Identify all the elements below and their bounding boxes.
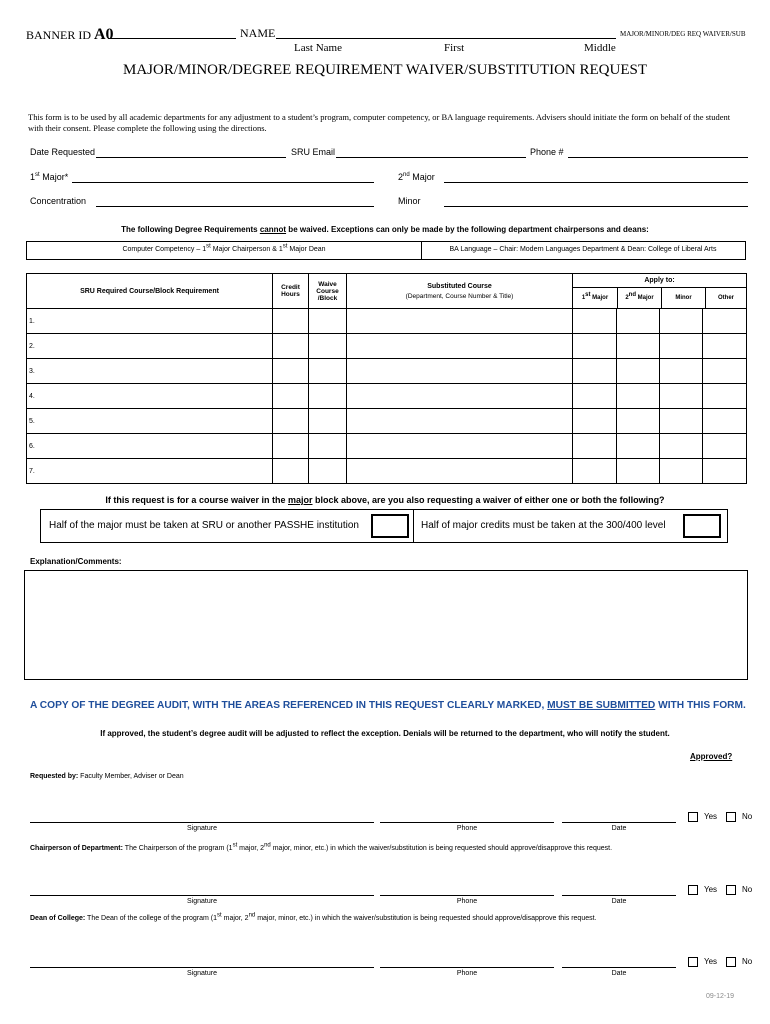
name-label: NAME bbox=[240, 26, 276, 40]
table-row bbox=[27, 409, 747, 434]
yes-checkbox[interactable] bbox=[688, 812, 698, 822]
other-cell[interactable] bbox=[703, 409, 747, 434]
course-cell[interactable] bbox=[27, 459, 273, 484]
minor-cell[interactable] bbox=[660, 334, 703, 359]
no-label: No bbox=[742, 885, 753, 895]
page-title: MAJOR/MINOR/DEGREE REQUIREMENT WAIVER/SUBSTITUTION REQUEST bbox=[122, 62, 648, 78]
substituted-cell[interactable] bbox=[347, 409, 573, 434]
other-cell[interactable] bbox=[703, 384, 747, 409]
major-block-question: If this request is for a course waiver in the major block above, are you also requesting a waiver of either one or both the following? bbox=[105, 495, 665, 505]
no-option[interactable] bbox=[726, 885, 752, 895]
header-apply: Apply to: 1st Major 2nd Major Minor Other bbox=[573, 274, 747, 309]
other-cell[interactable] bbox=[703, 434, 747, 459]
phone-line[interactable] bbox=[380, 967, 554, 968]
course-cell[interactable] bbox=[27, 409, 273, 434]
second-major-cell[interactable] bbox=[617, 334, 660, 359]
course-cell[interactable] bbox=[27, 384, 273, 409]
first-major-cell[interactable] bbox=[573, 459, 617, 484]
yes-label: Yes bbox=[704, 812, 718, 822]
date-line[interactable] bbox=[562, 967, 676, 968]
approved-question: Approved? bbox=[690, 752, 733, 761]
signature-caption: Signature bbox=[187, 898, 217, 905]
date-caption: Date bbox=[611, 970, 627, 977]
first-major-cell[interactable] bbox=[573, 334, 617, 359]
signature-row-dean bbox=[0, 957, 770, 983]
degree-audit-notice: A COPY OF THE DEGREE AUDIT, WITH THE AREAS REFERENCED IN THIS REQUEST CLEARLY MARKED, MUST BE SUBMITTED WITH THIS FORM. bbox=[30, 700, 746, 711]
table-row bbox=[27, 459, 747, 484]
credit-cell[interactable] bbox=[273, 309, 309, 334]
no-checkbox[interactable] bbox=[726, 812, 736, 822]
waive-cell[interactable] bbox=[309, 359, 347, 384]
no-label: No bbox=[742, 957, 753, 967]
credit-cell[interactable] bbox=[273, 434, 309, 459]
row-number: 7. bbox=[29, 467, 35, 475]
last-name-caption: Last Name bbox=[294, 42, 342, 54]
substituted-cell[interactable] bbox=[347, 434, 573, 459]
other-cell[interactable] bbox=[703, 334, 747, 359]
other-cell[interactable] bbox=[703, 459, 747, 484]
other-cell[interactable] bbox=[703, 359, 747, 384]
date-caption: Date bbox=[611, 825, 627, 832]
waive-cell[interactable] bbox=[309, 434, 347, 459]
header-substituted: Substituted Course (Department, Course Number & Title) bbox=[347, 274, 573, 309]
no-option[interactable] bbox=[726, 812, 752, 822]
table-row bbox=[27, 434, 747, 459]
row-number: 5. bbox=[29, 417, 35, 425]
substituted-cell[interactable] bbox=[347, 334, 573, 359]
second-major-cell[interactable] bbox=[617, 459, 660, 484]
row-number: 6. bbox=[29, 442, 35, 450]
phone-line[interactable] bbox=[380, 822, 554, 823]
second-major-cell[interactable] bbox=[617, 309, 660, 334]
minor-cell[interactable] bbox=[660, 434, 703, 459]
header-waive: Waive Course /Block bbox=[309, 274, 347, 309]
yes-option[interactable] bbox=[688, 812, 717, 822]
course-cell[interactable] bbox=[27, 434, 273, 459]
phone-label: Phone # bbox=[530, 147, 564, 157]
credit-cell[interactable] bbox=[273, 359, 309, 384]
form-code: MAJOR/MINOR/DEG REQ WAIVER/SUB bbox=[620, 30, 746, 38]
major-block-options bbox=[40, 509, 728, 543]
signature-caption: Signature bbox=[187, 970, 217, 977]
sru-email-field[interactable] bbox=[336, 157, 526, 158]
waive-cell[interactable] bbox=[309, 459, 347, 484]
explanation-textarea[interactable] bbox=[24, 570, 748, 680]
yes-label: Yes bbox=[704, 885, 718, 895]
chairperson-label: Chairperson of Department: The Chairperson of the program (1st major, 2nd major, minor, etc.) in which the waiver/substitution is being requested should approve/disapprove this request. bbox=[30, 842, 613, 852]
computer-competency-text: Computer Competency – 1st Major Chairperson & 1st Major Dean bbox=[122, 243, 326, 253]
phone-field[interactable] bbox=[568, 157, 748, 158]
second-major-cell[interactable] bbox=[617, 359, 660, 384]
course-cell[interactable] bbox=[27, 359, 273, 384]
yes-option[interactable] bbox=[688, 957, 717, 967]
no-option[interactable] bbox=[726, 957, 752, 967]
minor-cell[interactable] bbox=[660, 359, 703, 384]
credit-cell[interactable] bbox=[273, 384, 309, 409]
half-sru-label: Half of the major must be taken at SRU or another PASSHE institution bbox=[49, 520, 359, 531]
date-requested-label: Date Requested bbox=[30, 147, 96, 157]
phone-caption: Phone bbox=[456, 898, 478, 905]
ba-language-text: BA Language – Chair: Modern Languages Department & Dean: College of Liberal Arts bbox=[449, 246, 717, 253]
footer-code: 09-12-19 bbox=[706, 993, 735, 1000]
minor-cell[interactable] bbox=[660, 384, 703, 409]
apply-second-major: 2nd Major bbox=[618, 288, 662, 308]
first-major-cell[interactable] bbox=[573, 309, 617, 334]
minor-label: Minor bbox=[398, 196, 421, 206]
header-credit: Credit Hours bbox=[273, 274, 309, 309]
table-row bbox=[27, 309, 747, 334]
intro-text: This form is to be used by all academic departments for any adjustment to a student’s program, computer competency, or BA language requirements. Advisers should initiate the form on behalf of the student with their consent. Please complete the following using the directions. bbox=[28, 112, 731, 133]
date-caption: Date bbox=[611, 898, 627, 905]
row-number: 3. bbox=[29, 367, 35, 375]
waive-cell[interactable] bbox=[309, 334, 347, 359]
signature-line[interactable] bbox=[30, 895, 374, 896]
first-major-field[interactable] bbox=[72, 182, 374, 183]
half-sru-checkbox[interactable] bbox=[371, 514, 409, 538]
table-row bbox=[27, 384, 747, 409]
first-major-cell[interactable] bbox=[573, 359, 617, 384]
date-line[interactable] bbox=[562, 822, 676, 823]
exceptions-intro: The following Degree Requirements cannot be waived. Exceptions can only be made by the following department chairpersons and deans: bbox=[121, 225, 649, 234]
waive-cell[interactable] bbox=[309, 409, 347, 434]
yes-checkbox[interactable] bbox=[688, 885, 698, 895]
concentration-field[interactable] bbox=[96, 206, 374, 207]
no-label: No bbox=[742, 812, 753, 822]
waive-cell[interactable] bbox=[309, 384, 347, 409]
credit-cell[interactable] bbox=[273, 334, 309, 359]
dean-label: Dean of College: The Dean of the college of the program (1st major, 2nd major, minor, etc.) in which the waiver/substitution is being requested should approve/disapprove this request. bbox=[30, 912, 597, 922]
date-line[interactable] bbox=[562, 895, 676, 896]
header-course: SRU Required Course/Block Requirement bbox=[27, 274, 273, 309]
substituted-cell[interactable] bbox=[347, 384, 573, 409]
second-major-field[interactable] bbox=[444, 182, 748, 183]
row-number: 1. bbox=[29, 317, 35, 325]
minor-field[interactable] bbox=[444, 206, 748, 207]
second-major-cell[interactable] bbox=[617, 409, 660, 434]
banner-id-label: BANNER ID A0 bbox=[26, 26, 114, 43]
minor-cell[interactable] bbox=[660, 409, 703, 434]
minor-cell[interactable] bbox=[660, 459, 703, 484]
requirements-table bbox=[26, 273, 747, 484]
phone-line[interactable] bbox=[380, 895, 554, 896]
other-cell[interactable] bbox=[703, 309, 747, 334]
waive-cell[interactable] bbox=[309, 309, 347, 334]
second-major-cell[interactable] bbox=[617, 434, 660, 459]
apply-other: Other bbox=[718, 295, 735, 301]
table-row bbox=[27, 359, 747, 384]
no-checkbox[interactable] bbox=[726, 885, 736, 895]
apply-first-major: 1st Major bbox=[573, 288, 618, 308]
no-checkbox[interactable] bbox=[726, 957, 736, 967]
sru-email-label: SRU Email bbox=[291, 147, 336, 157]
apply-minor: Minor bbox=[662, 288, 706, 308]
yes-label: Yes bbox=[704, 957, 718, 967]
signature-caption: Signature bbox=[187, 825, 217, 832]
substituted-cell[interactable] bbox=[347, 309, 573, 334]
credit-cell[interactable] bbox=[273, 409, 309, 434]
substituted-cell[interactable] bbox=[347, 359, 573, 384]
phone-caption: Phone bbox=[456, 970, 478, 977]
exceptions-box bbox=[26, 241, 746, 260]
half-level-label: Half of major credits must be taken at the 300/400 level bbox=[421, 520, 666, 531]
middle-name-caption: Middle bbox=[584, 42, 616, 54]
name-field[interactable] bbox=[276, 38, 616, 39]
credit-cell[interactable] bbox=[273, 459, 309, 484]
course-cell[interactable] bbox=[27, 309, 273, 334]
first-major-cell[interactable] bbox=[573, 384, 617, 409]
date-requested-field[interactable] bbox=[96, 157, 286, 158]
signature-row-chair bbox=[0, 885, 770, 911]
requested-by-label: Requested by: Faculty Member, Adviser or Dean bbox=[30, 773, 184, 780]
second-major-label: 2nd Major bbox=[398, 172, 435, 182]
signature-line[interactable] bbox=[30, 967, 374, 968]
first-name-caption: First bbox=[444, 42, 465, 54]
yes-checkbox[interactable] bbox=[688, 957, 698, 967]
approval-note: If approved, the student’s degree audit will be adjusted to reflect the exception. Denials will be returned to the department, who will notify the student. bbox=[100, 729, 670, 738]
phone-caption: Phone bbox=[456, 825, 478, 832]
signature-row-requested bbox=[0, 812, 770, 838]
second-major-cell[interactable] bbox=[617, 384, 660, 409]
half-level-checkbox[interactable] bbox=[683, 514, 721, 538]
table-row bbox=[27, 334, 747, 359]
row-number: 2. bbox=[29, 342, 35, 350]
course-cell[interactable] bbox=[27, 334, 273, 359]
row-number: 4. bbox=[29, 392, 35, 400]
banner-id-field[interactable] bbox=[108, 38, 236, 39]
substituted-cell[interactable] bbox=[347, 459, 573, 484]
first-major-cell[interactable] bbox=[573, 434, 617, 459]
first-major-label: 1st Major* bbox=[30, 172, 69, 182]
explanation-label: Explanation/Comments: bbox=[30, 557, 122, 566]
first-major-cell[interactable] bbox=[573, 409, 617, 434]
concentration-label: Concentration bbox=[30, 196, 87, 206]
minor-cell[interactable] bbox=[660, 309, 703, 334]
yes-option[interactable] bbox=[688, 885, 717, 895]
signature-line[interactable] bbox=[30, 822, 374, 823]
